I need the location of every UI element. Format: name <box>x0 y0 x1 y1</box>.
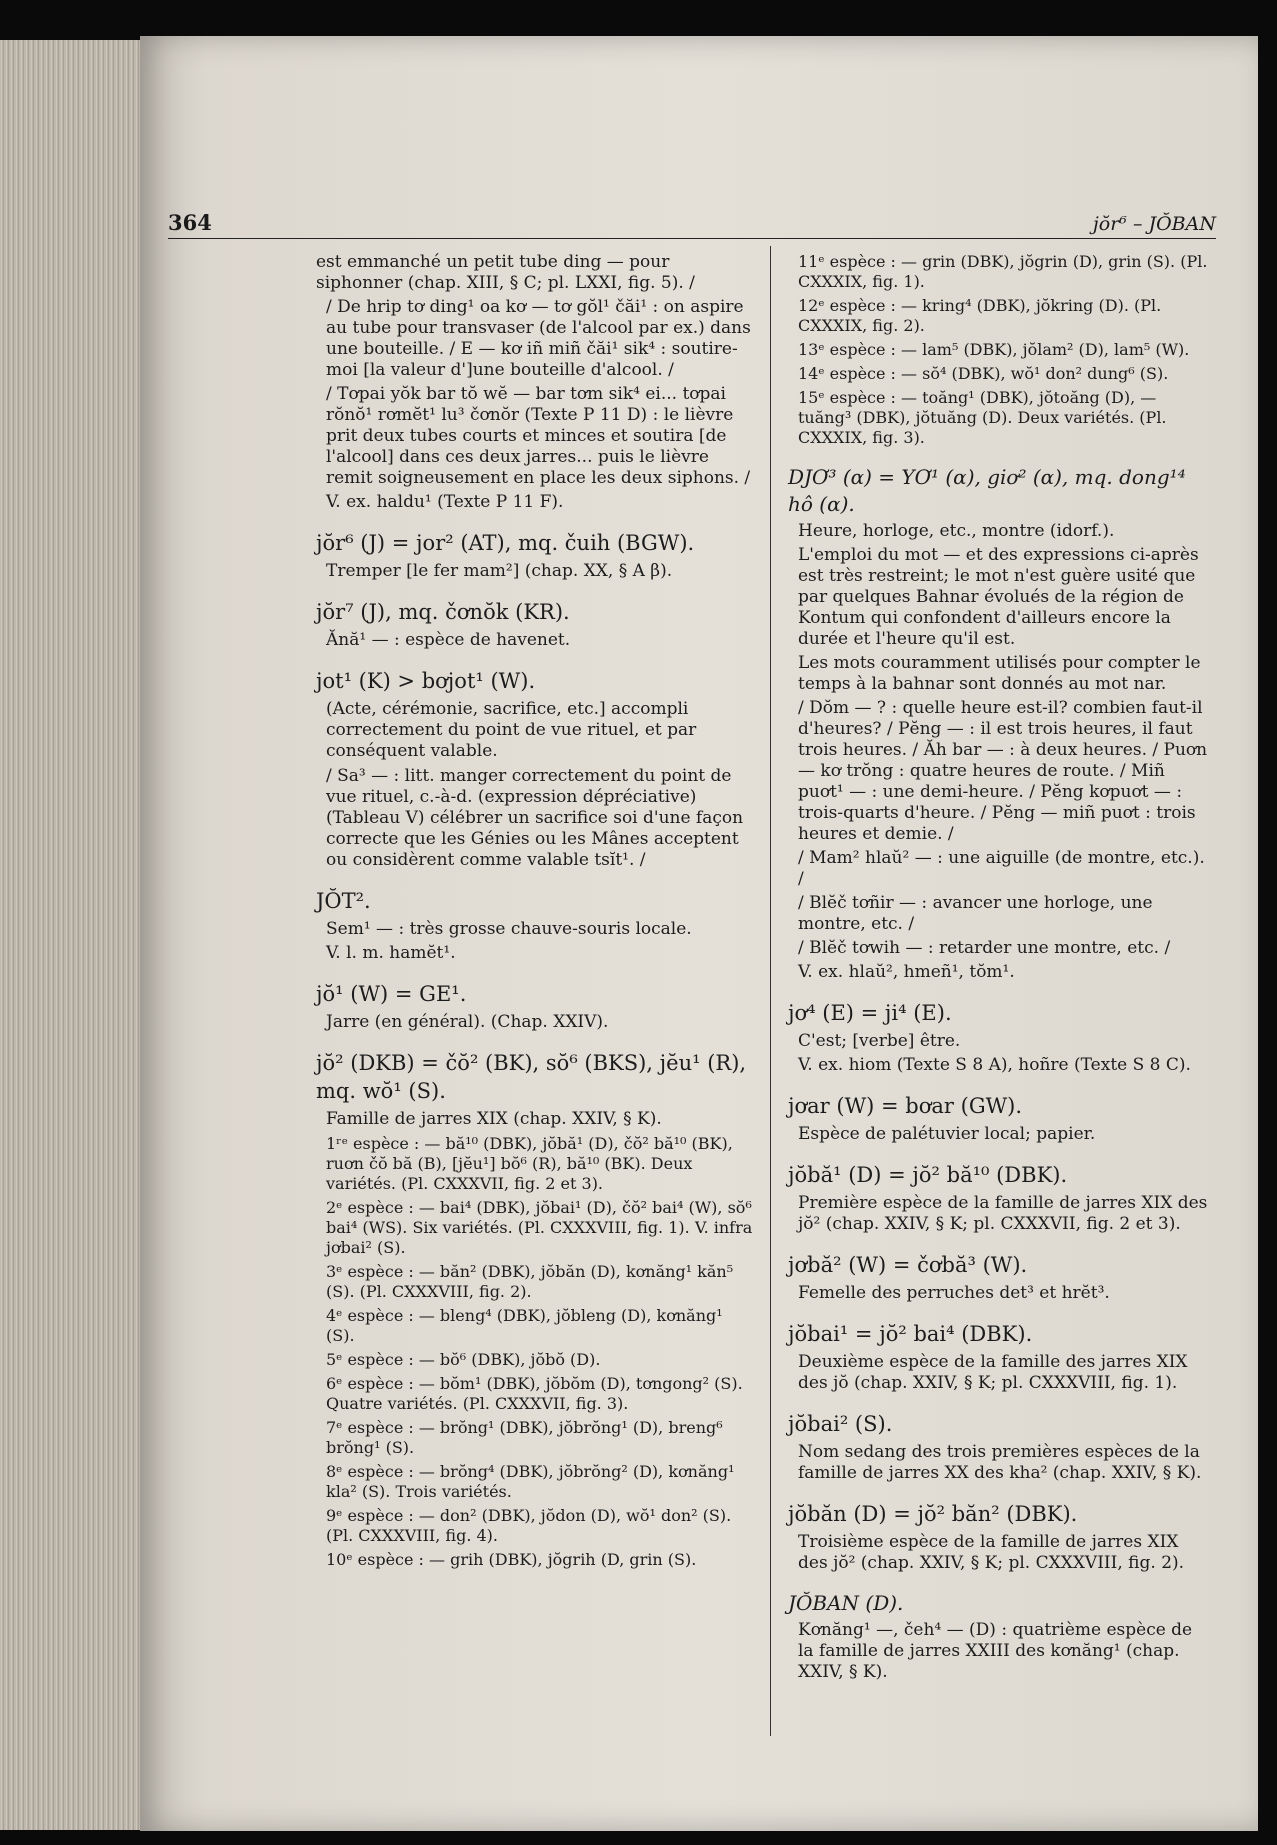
species-item: 15ᵉ espèce : — toăng¹ (DBK), jŏtoăng (D), — tuăng³ (DBK), jŏtuăng (D). Deux variétés. (Pl. CXXXIX, fig. 3). <box>798 388 1167 447</box>
entry-reference: V. ex. hiom (Texte S 8 A), hoñre (Texte S 8 C). <box>798 1055 1191 1075</box>
entry-example: / Mam² hlaŭ² — : une aiguille (de montre, etc.). / <box>798 848 1205 889</box>
entry-jot1 <box>316 667 756 871</box>
running-head: jŏr⁶ – JŎBAN <box>1092 213 1216 235</box>
species-item: 10ᵉ espèce : — grih (DBK), jŏgrih (D, grin (S). <box>326 1550 697 1569</box>
headword: JŎBAN (D). <box>788 1591 904 1615</box>
entry-example: / Blĕč tơñir — : avancer une horloge, une montre, etc. / <box>798 893 1153 934</box>
entry-example: / Tơpai yŏk bar tŏ wĕ — bar tơm sik⁴ ei... tơpai rŏnŏ¹ rơmĕt¹ lu³ čơnŏr (Texte P 11 D) : le lièvre prit deux tubes courts et minces et soutira [de l'alcool] dans ces deux jarres... puis le lièvre remit soigneusement en place les deux siphons. / <box>326 384 751 488</box>
definition: Tremper [le fer mam²] (chap. XX, § A β). <box>326 561 673 581</box>
species-item: 14ᵉ espèce : — sŏ⁴ (DBK), wŏ¹ don² dung⁶ (S). <box>798 364 1169 383</box>
entry-reference: V. ex. haldu¹ (Texte P 11 F). <box>326 492 564 512</box>
definition: Famille de jarres XIX (chap. XXIV, § K). <box>326 1109 662 1129</box>
species-continuation <box>788 252 1213 448</box>
definition: (Acte, cérémonie, sacrifice, etc.] accompli correctement du point de vue rituel, et par conséquent valable. <box>326 699 697 761</box>
species-item: 8ᵉ espèce : — brŏng⁴ (DBK), jŏbrŏng² (D), kơnăng¹ kla² (S). Trois variétés. <box>326 1462 735 1501</box>
usage-note: L'emploi du mot — et des expressions ci-après est très restreint; le mot n'est guère usité que par quelques Bahnar évolués de la région de Kontum qui confondent d'ailleurs encore la durée et l'heure qu'il est. <box>798 545 1199 649</box>
definition: Heure, horloge, etc., montre (idorf.). <box>798 521 1115 541</box>
headword: jŏbă¹ (D) = jŏ² bă¹⁰ (DBK). <box>788 1163 1068 1187</box>
headword: jŏbai¹ = jŏ² bai⁴ (DBK). <box>788 1322 1033 1346</box>
entry-continuation <box>316 252 756 513</box>
species-item: 13ᵉ espèce : — lam⁵ (DBK), jŏlam² (D), lam⁵ (W). <box>798 340 1190 359</box>
page-header <box>168 204 1216 239</box>
entry-jo2 <box>316 1049 756 1570</box>
definition: C'est; [verbe] être. <box>798 1031 961 1051</box>
headword: JŎT². <box>316 889 371 913</box>
entry-example: / Dŏm — ? : quelle heure est-il? combien faut-il d'heures? / Pĕng — : il est trois heures, il faut trois heures. / Ăh bar — : à deux heures. / Puơn — kơ trŏng : quatre heures de route. / Miñ puơt¹ — : une demi-heure. / Pĕng kơpuơt — : trois-quarts d'heure. / Pĕng — miñ puơt : trois heures et demie. / <box>798 698 1208 844</box>
entry-jobai1 <box>788 1320 1213 1394</box>
entry-reference: V. ex. hlaŭ², hmeñ¹, tŏm¹. <box>798 962 1015 982</box>
entry-text: est emmanché un petit tube ding — pour siphonner (chap. XIII, § C; pl. LXXI, fig. 5). / <box>316 252 695 293</box>
headword: jơ⁴ (E) = ji⁴ (E). <box>788 1001 952 1025</box>
headword: jŏr⁶ (J) = jor² (AT), mq. čuih (BGW). <box>316 531 695 555</box>
entry-joban <box>788 1500 1213 1574</box>
definition: Sem¹ — : très grosse chauve-souris locale. <box>326 919 692 939</box>
headword: jŏbăn (D) = jŏ² băn² (DBK). <box>788 1502 1078 1526</box>
headword: jơbă² (W) = čơbă³ (W). <box>788 1253 1028 1277</box>
definition: Femelle des perruches det³ et hrĕt³. <box>798 1283 1110 1303</box>
definition: Espèce de palétuvier local; papier. <box>798 1124 1096 1144</box>
entry-joar <box>788 1092 1213 1145</box>
headword: jơar (W) = bơar (GW). <box>788 1094 1023 1118</box>
entry-joban-d <box>788 1590 1213 1683</box>
species-item: 4ᵉ espèce : — bleng⁴ (DBK), jŏbleng (D), kơnăng¹ (S). <box>326 1306 723 1345</box>
species-item: 9ᵉ espèce : — don² (DBK), jŏdon (D), wŏ¹ don² (S). (Pl. CXXXVIII, fig. 4). <box>326 1506 732 1545</box>
right-column <box>788 252 1213 1699</box>
entry-example: / Blĕč tơwih — : retarder une montre, etc. / <box>798 938 1171 958</box>
definition: Jarre (en général). (Chap. XXIV). <box>326 1012 609 1032</box>
species-item: 5ᵉ espèce : — bŏ⁶ (DBK), jŏbŏ (D). <box>326 1350 601 1369</box>
headword: jŏ¹ (W) = GE¹. <box>316 982 467 1006</box>
species-item: 11ᵉ espèce : — grin (DBK), jŏgrin (D), grin (S). (Pl. CXXXIX, fig. 1). <box>798 252 1208 291</box>
species-item: 1ʳᵉ espèce : — bă¹⁰ (DBK), jŏbă¹ (D), čŏ² bă¹⁰ (BK), ruơn čŏ bă (B), [jĕu¹] bŏ⁶ (R), bă¹⁰ (BK). Deux variétés. (Pl. CXXXVII, fig. 2 et 3). <box>326 1134 733 1193</box>
column-divider <box>770 246 771 1736</box>
definition: Nom sedang des trois premières espèces de la famille de jarres XX des kha² (chap. XXIV, § K). <box>798 1442 1202 1483</box>
entry-jot2 <box>316 887 756 964</box>
headword: jot¹ (K) > bơjot¹ (W). <box>316 669 536 693</box>
entry-jor7 <box>316 598 756 651</box>
entry-joba2 <box>788 1251 1213 1304</box>
definition: Troisième espèce de la famille de jarres XIX des jŏ² (chap. XXIV, § K; pl. CXXXVIII, fig. 2). <box>798 1532 1185 1573</box>
headword: jŏ² (DKB) = čŏ² (BK), sŏ⁶ (BKS), jĕu¹ (R), mq. wŏ¹ (S). <box>316 1051 747 1103</box>
species-item: 12ᵉ espèce : — kring⁴ (DBK), jŏkring (D). (Pl. CXXXIX, fig. 2). <box>798 296 1162 335</box>
definition: Kơnăng¹ —, čeh⁴ — (D) : quatrième espèce de la famille de jarres XXIII des kơnăng¹ (chap. XXIV, § K). <box>798 1620 1193 1682</box>
entry-jo1 <box>316 980 756 1033</box>
entry-example: / Sa³ — : litt. manger correctement du point de vue rituel, c.-à-d. (expression dépréciative) (Tableau V) célébrer un sacrifice soi d'une façon correcte que les Génies ou les Mânes acceptent ou considèrent comme valable tsĭt¹. / <box>326 766 744 870</box>
entry-jor6 <box>316 529 756 582</box>
page-number: 364 <box>168 210 212 235</box>
species-item: 6ᵉ espèce : — bŏm¹ (DBK), jŏbŏm (D), tơngong² (S). Quatre variétés. (Pl. CXXXVII, fig. 3). <box>326 1374 743 1413</box>
definition: Première espèce de la famille de jarres XIX des jŏ² (chap. XXIV, § K; pl. CXXXVII, fig. 2 et 3). <box>798 1193 1208 1234</box>
entry-djo3 <box>788 464 1213 983</box>
species-item: 7ᵉ espèce : — brŏng¹ (DBK), jŏbrŏng¹ (D), breng⁶ brŏng¹ (S). <box>326 1418 723 1457</box>
left-column <box>316 252 756 1586</box>
headword: DJƠ³ (α) = YƠ¹ (α), giơ² (α), mq. dong¹⁴ hô (α). <box>788 465 1186 516</box>
headword: jŏbai² (S). <box>788 1412 893 1436</box>
definition: Deuxième espèce de la famille des jarres XIX des jŏ (chap. XXIV, § K; pl. CXXXVIII, fig. 1). <box>798 1352 1188 1393</box>
entry-joba1 <box>788 1161 1213 1235</box>
entry-example: / De hrip tơ ding¹ oa kơ — tơ gŏl¹ čăi¹ : on aspire au tube pour transvaser (de l'alcool par ex.) dans une bouteille. / E — kơ iñ miñ čăi¹ sik⁴ : soutire-moi [la valeur d']une bouteille d'alcool. / <box>326 297 751 380</box>
definition: Ănă¹ — : espèce de havenet. <box>326 630 571 650</box>
species-item: 2ᵉ espèce : — bai⁴ (DBK), jŏbai¹ (D), čŏ² bai⁴ (W), sŏ⁶ bai⁴ (WS). Six variétés. (Pl. CXXXVIII, fig. 1). V. infra jơbai² (S). <box>326 1198 753 1257</box>
entry-reference: V. l. m. hamĕt¹. <box>326 943 456 963</box>
headword: jŏr⁷ (J), mq. čơnŏk (KR). <box>316 600 570 624</box>
entry-jo4 <box>788 999 1213 1076</box>
species-item: 3ᵉ espèce : — băn² (DBK), jŏbăn (D), kơnăng¹ kăn⁵ (S). (Pl. CXXXVIII, fig. 2). <box>326 1262 734 1301</box>
book-page-edges <box>0 40 160 1830</box>
usage-note: Les mots couramment utilisés pour compter le temps à la bahnar sont donnés au mot nar. <box>798 653 1201 694</box>
entry-jobai2 <box>788 1410 1213 1484</box>
